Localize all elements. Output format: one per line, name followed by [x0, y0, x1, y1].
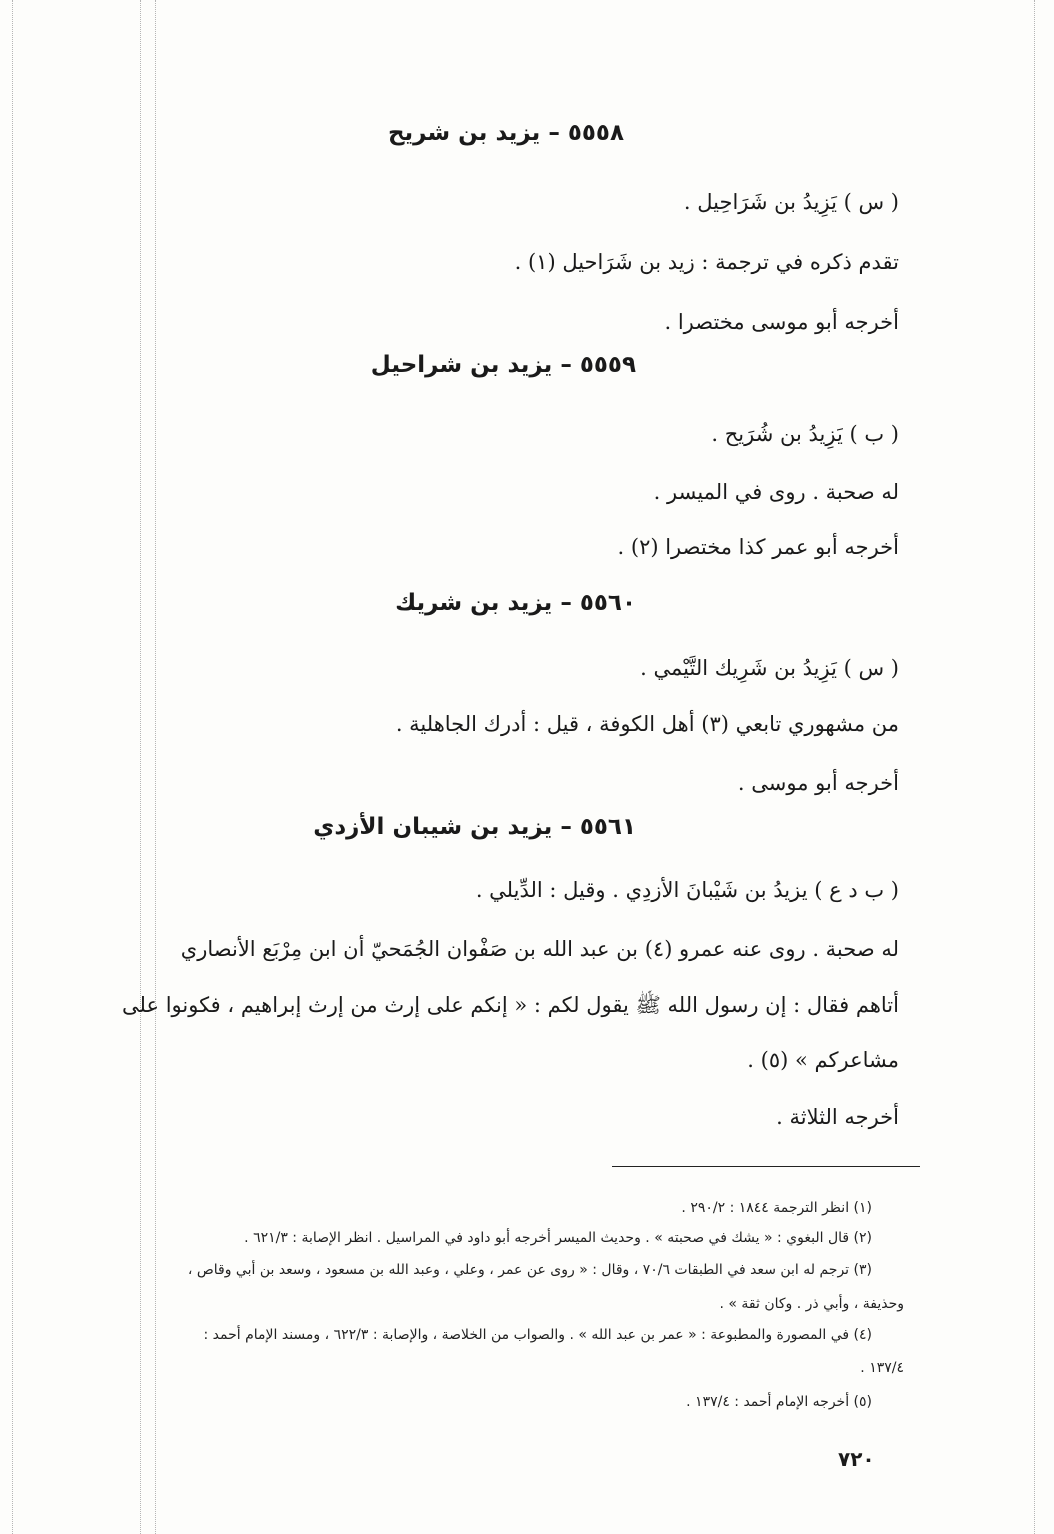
footnote: (٥) أخرجه الإمام أحمد : ١٣٧/٤ . — [686, 1394, 872, 1410]
entry-line: أخرجه أبو موسى . — [737, 771, 899, 795]
entry-line: ( ب ) يَزِيدُ بن شُرَيح . — [711, 422, 899, 446]
footnote-separator — [612, 1166, 920, 1167]
footnote: (١) انظر الترجمة ١٨٤٤ : ٢٩٠/٢ . — [681, 1200, 872, 1216]
entry-line: أخرجه الثلاثة . — [776, 1105, 899, 1129]
entry-line: تقدم ذكره في ترجمة : زيد بن شَرَاحيل (١) . — [514, 250, 899, 274]
entry-line: مشاعركم » (٥) . — [747, 1048, 899, 1072]
footnote: (٣) ترجم له ابن سعد في الطبقات ٧٠/٦ ، وقال : « روى عن عمر ، وعلي ، وعبد الله بن مسعود ، وسعد بن أبي وقاص ، — [187, 1262, 872, 1278]
scan-margin-line — [12, 0, 13, 1534]
entry-heading: ٥٥٥٩ – يزيد بن شراحيل — [370, 352, 636, 378]
entry-heading: ٥٥٥٨ – يزيد بن شريح — [387, 120, 624, 146]
entry-line: من مشهوري تابعي (٣) أهل الكوفة ، قيل : أدرك الجاهلية . — [395, 712, 899, 736]
scan-margin-line — [140, 0, 141, 1534]
entry-line: أخرجه أبو عمر كذا مختصرا (٢) . — [617, 535, 899, 559]
scan-margin-line — [1034, 0, 1035, 1534]
entry-line: ( س ) يَزِيدُ بن شَرَاحِيل . — [683, 190, 899, 214]
entry-heading: ٥٥٦٠ – يزيد بن شريك — [395, 590, 636, 616]
entry-line: له صحبة . روى عنه عمرو (٤) بن عبد الله بن صَفْوان الجُمَحيّ أن ابن مِرْبَع الأنصاري — [180, 937, 899, 961]
entry-line: ( ب د ع ) يزيدُ بن شَيْبانَ الأزدِي . وقيل : الدِّيلي . — [475, 878, 899, 902]
footnote: (٢) قال البغوي : « يشك في صحبته » . وحديث الميسر أخرجه أبو داود في المراسيل . انظر الإصابة : ٦٢١/٣ . — [244, 1230, 872, 1246]
entry-line: له صحبة . روى في الميسر . — [653, 480, 899, 504]
entry-heading: ٥٥٦١ – يزيد بن شيبان الأزدي — [313, 814, 636, 840]
entry-line: ( س ) يَزِيدُ بن شَرِيك التَّيْمي . — [640, 656, 899, 680]
footnote: ١٣٧/٤ . — [860, 1360, 904, 1376]
page-number: ٧٢٠ — [838, 1447, 875, 1471]
entry-line: أخرجه أبو موسى مختصرا . — [664, 310, 899, 334]
footnote: (٤) في المصورة والمطبوعة : « عمر بن عبد الله » . والصواب من الخلاصة ، والإصابة : ٦٢٢/٣ ، ومسند الإمام أحمد : — [203, 1327, 872, 1343]
scan-margin-line — [155, 0, 156, 1534]
entry-line: أتاهم فقال : إن رسول الله ﷺ يقول لكم : « إنكم على إرث من إرث إبراهيم ، فكونوا على — [122, 993, 899, 1017]
footnote: وحذيفة ، وأبي ذر . وكان ثقة » . — [719, 1296, 904, 1312]
